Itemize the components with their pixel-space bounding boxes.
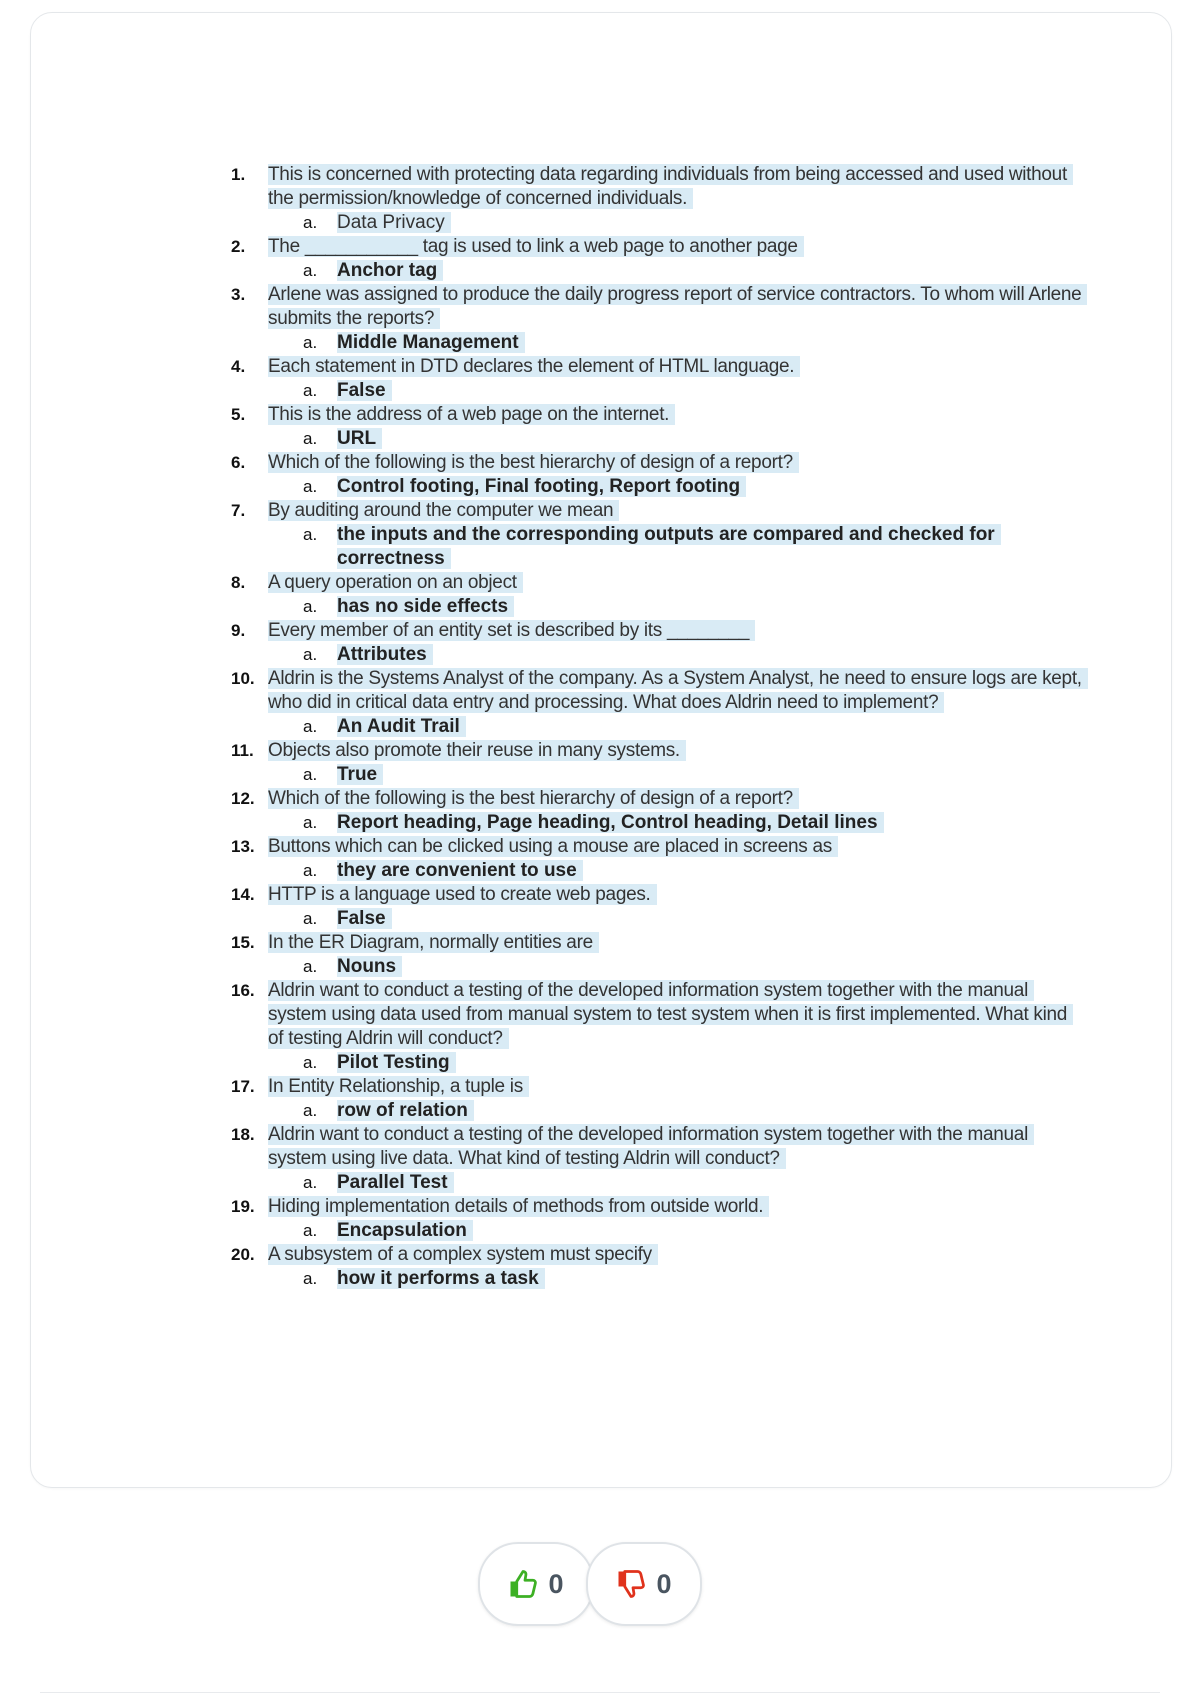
answer-letter: a.	[303, 381, 318, 400]
answer-text: row of relation	[337, 1100, 474, 1121]
downvote-button[interactable]	[586, 1542, 702, 1626]
question-number: 18.	[231, 1125, 255, 1144]
answer-letter: a.	[303, 213, 318, 232]
answer-item	[231, 331, 1086, 355]
answer-text: Encapsulation	[337, 1220, 473, 1241]
question-item	[231, 739, 1086, 763]
question-text: A query operation on an object	[268, 572, 523, 593]
question-item	[231, 451, 1086, 475]
answer-text: An Audit Trail	[337, 716, 466, 737]
answer-letter: a.	[303, 861, 318, 880]
question-item	[231, 883, 1086, 907]
answer-text: URL	[337, 428, 382, 449]
question-list	[231, 163, 1086, 1291]
answer-item	[231, 1267, 1086, 1291]
question-item	[231, 355, 1086, 379]
thumbs-up-icon	[508, 1569, 538, 1599]
answer-text: they are convenient to use	[337, 860, 583, 881]
question-number: 20.	[231, 1245, 255, 1264]
upvote-count: 0	[548, 1568, 564, 1599]
answer-text: Attributes	[337, 644, 433, 665]
answer-item	[231, 955, 1086, 979]
question-number: 6.	[231, 453, 246, 472]
thumbs-down-icon	[616, 1569, 646, 1599]
question-item	[231, 1243, 1086, 1267]
answer-item	[231, 1219, 1086, 1243]
answer-text: Nouns	[337, 956, 402, 977]
question-text: The ___________ tag is used to link a web page to another page	[268, 236, 804, 257]
document-card	[30, 12, 1172, 1488]
question-text: Every member of an entity set is described by its ________	[268, 620, 755, 641]
question-item	[231, 619, 1086, 643]
answer-item	[231, 523, 1086, 571]
question-item	[231, 1123, 1086, 1171]
answer-letter: a.	[303, 1269, 318, 1288]
question-item	[231, 1195, 1086, 1219]
question-number: 9.	[231, 621, 246, 640]
answer-text: the inputs and the corresponding outputs are compared and checked for correctness	[337, 524, 1001, 569]
question-item	[231, 403, 1086, 427]
upvote-button[interactable]	[478, 1542, 594, 1626]
answer-text: has no side effects	[337, 596, 514, 617]
question-text: Aldrin want to conduct a testing of the developed information system together with the manual system using live data. What kind of testing Aldrin will conduct?	[268, 1124, 1034, 1169]
answer-text: Middle Management	[337, 332, 525, 353]
answer-item	[231, 1051, 1086, 1075]
question-number: 7.	[231, 501, 246, 520]
answer-item	[231, 211, 1086, 235]
question-item	[231, 835, 1086, 859]
question-text: Aldrin want to conduct a testing of the developed information system together with the manual system using data used from manual system to test system when it is first implemented. What kind of testing Aldrin will conduct?	[268, 980, 1073, 1049]
answer-text: how it performs a task	[337, 1268, 545, 1289]
question-item	[231, 163, 1086, 211]
question-number: 1.	[231, 165, 246, 184]
answer-item	[231, 1099, 1086, 1123]
question-number: 15.	[231, 933, 255, 952]
question-text: Hiding implementation details of methods from outside world.	[268, 1196, 769, 1217]
answer-letter: a.	[303, 429, 318, 448]
answer-item	[231, 811, 1086, 835]
question-number: 10.	[231, 669, 255, 688]
question-text: Which of the following is the best hierarchy of design of a report?	[268, 788, 799, 809]
answer-letter: a.	[303, 597, 318, 616]
divider	[40, 1692, 1160, 1693]
answer-text: Pilot Testing	[337, 1052, 456, 1073]
answer-text: False	[337, 908, 392, 929]
answer-letter: a.	[303, 765, 318, 784]
question-number: 16.	[231, 981, 255, 1000]
answer-letter: a.	[303, 645, 318, 664]
answer-item	[231, 907, 1086, 931]
question-number: 17.	[231, 1077, 255, 1096]
question-text: Buttons which can be clicked using a mouse are placed in screens as	[268, 836, 838, 857]
question-number: 5.	[231, 405, 246, 424]
answer-text: Data Privacy	[337, 212, 451, 233]
question-text: By auditing around the computer we mean	[268, 500, 619, 521]
question-number: 11.	[231, 741, 254, 760]
question-item	[231, 787, 1086, 811]
question-number: 4.	[231, 357, 246, 376]
answer-text: Parallel Test	[337, 1172, 454, 1193]
answer-item	[231, 475, 1086, 499]
answer-text: True	[337, 764, 383, 785]
answer-item	[231, 427, 1086, 451]
question-number: 14.	[231, 885, 255, 904]
answer-letter: a.	[303, 717, 318, 736]
question-number: 19.	[231, 1197, 255, 1216]
question-text: This is the address of a web page on the internet.	[268, 404, 675, 425]
answer-letter: a.	[303, 957, 318, 976]
answer-letter: a.	[303, 525, 318, 544]
answer-item	[231, 643, 1086, 667]
question-text: In Entity Relationship, a tuple is	[268, 1076, 529, 1097]
question-number: 8.	[231, 573, 246, 592]
question-number: 12.	[231, 789, 255, 808]
answer-letter: a.	[303, 1101, 318, 1120]
vote-bar	[478, 1542, 698, 1624]
question-item	[231, 499, 1086, 523]
answer-item	[231, 379, 1086, 403]
answer-item	[231, 859, 1086, 883]
question-text: This is concerned with protecting data regarding individuals from being accessed and used without the permission/knowledge of concerned individuals.	[268, 164, 1073, 209]
question-text: Objects also promote their reuse in many systems.	[268, 740, 686, 761]
answer-item	[231, 763, 1086, 787]
question-item	[231, 979, 1086, 1051]
question-text: Each statement in DTD declares the element of HTML language.	[268, 356, 800, 377]
answer-item	[231, 715, 1086, 739]
answer-letter: a.	[303, 477, 318, 496]
answer-item	[231, 259, 1086, 283]
answer-letter: a.	[303, 261, 318, 280]
question-item	[231, 931, 1086, 955]
question-text: In the ER Diagram, normally entities are	[268, 932, 599, 953]
question-number: 13.	[231, 837, 255, 856]
question-item	[231, 667, 1086, 715]
question-number: 3.	[231, 285, 246, 304]
question-number: 2.	[231, 237, 246, 256]
question-item	[231, 571, 1086, 595]
answer-letter: a.	[303, 909, 318, 928]
question-text: Which of the following is the best hierarchy of design of a report?	[268, 452, 799, 473]
question-item	[231, 235, 1086, 259]
downvote-count: 0	[656, 1568, 672, 1599]
question-item	[231, 1075, 1086, 1099]
answer-text: Report heading, Page heading, Control heading, Detail lines	[337, 812, 884, 833]
question-text: A subsystem of a complex system must specify	[268, 1244, 658, 1265]
answer-letter: a.	[303, 1221, 318, 1240]
answer-text: Control footing, Final footing, Report footing	[337, 476, 746, 497]
answer-item	[231, 595, 1086, 619]
question-text: Arlene was assigned to produce the daily progress report of service contractors. To whom will Arlene submits the reports?	[268, 284, 1087, 329]
answer-letter: a.	[303, 1173, 318, 1192]
answer-text: False	[337, 380, 392, 401]
answer-text: Anchor tag	[337, 260, 443, 281]
answer-item	[231, 1171, 1086, 1195]
question-text: Aldrin is the Systems Analyst of the company. As a System Analyst, he need to ensure logs are kept, who did in critical data entry and processing. What does Aldrin need to implement?	[268, 668, 1088, 713]
question-item	[231, 283, 1086, 331]
answer-letter: a.	[303, 333, 318, 352]
answer-letter: a.	[303, 813, 318, 832]
answer-letter: a.	[303, 1053, 318, 1072]
question-text: HTTP is a language used to create web pages.	[268, 884, 657, 905]
